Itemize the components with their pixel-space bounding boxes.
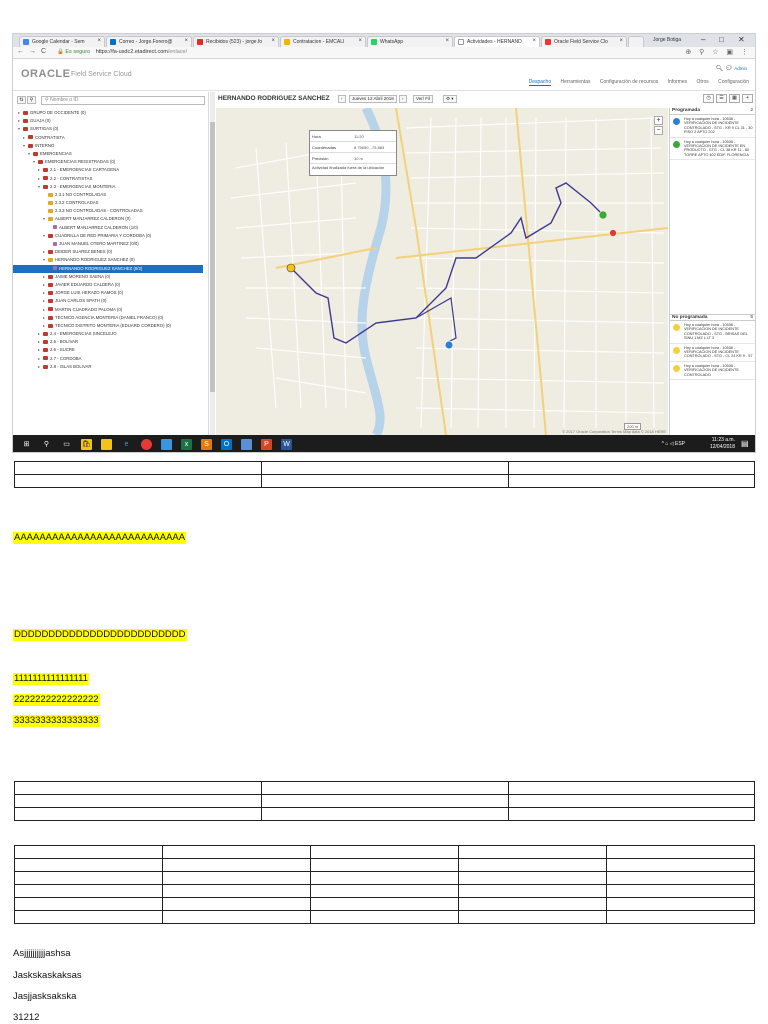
- tree-node[interactable]: [13, 117, 203, 125]
- expand-icon[interactable]: ⇅: [17, 96, 26, 104]
- browser-tab[interactable]: Oracle Field Service Clo ×: [541, 36, 627, 47]
- tree-node[interactable]: [13, 240, 203, 248]
- collapse-icon[interactable]: ▾: [38, 183, 41, 189]
- group-icon: [48, 283, 53, 287]
- expand-icon[interactable]: ▸: [43, 273, 46, 279]
- nav-configuracion[interactable]: Configuración: [718, 79, 749, 85]
- browser-tab[interactable]: WhatsApp ×: [367, 36, 453, 47]
- file-explorer-icon[interactable]: [101, 439, 112, 450]
- highlighted-line-a: AAAAAAAAAAAAAAAAAAAAAAAAAAA: [14, 532, 186, 543]
- activity-status-icon: [673, 365, 680, 372]
- activities-panel: [669, 108, 756, 435]
- tree-node-label: 2.5 - BOLIVAR: [50, 339, 79, 345]
- nav-otros[interactable]: Otros: [696, 79, 709, 85]
- expand-icon[interactable]: ▸: [43, 306, 46, 312]
- word-icon[interactable]: W: [281, 439, 292, 450]
- powerpoint-icon[interactable]: P: [261, 439, 272, 450]
- tree-node[interactable]: [13, 306, 203, 314]
- edge-icon[interactable]: e: [124, 441, 129, 448]
- group-icon: [48, 217, 53, 221]
- page-icon: [458, 39, 464, 45]
- tree-node-label: ALBERT MANJARREZ CALDERON (1/0): [59, 224, 139, 230]
- prev-day-button[interactable]: ‹: [338, 95, 346, 103]
- tree-node-label: GRUPO DE OCCIDENTE (0): [30, 110, 86, 115]
- popup-row: Precisión 10 m: [310, 153, 396, 164]
- skype-icon[interactable]: S: [201, 439, 212, 450]
- tree-node[interactable]: [13, 142, 203, 150]
- tree-node-label: DEIDER SUAREZ BENES (0): [55, 249, 113, 255]
- tree-node-label: TECNICO AGENCIA MONTERIA (DANIEL FRANCO) (0): [55, 314, 164, 320]
- tree-node-label: 2.1 - EMERGENCIAS CARTAGENA: [50, 167, 120, 173]
- map-view[interactable]: [216, 108, 668, 435]
- nav-herramientas[interactable]: Herramientas: [560, 79, 591, 85]
- zoom-out-button[interactable]: −: [654, 126, 663, 135]
- expand-icon[interactable]: ▸: [38, 331, 41, 337]
- group-icon: [43, 332, 48, 336]
- tree-node[interactable]: [13, 207, 203, 215]
- activity-item[interactable]: Hoy a cualquier hora - 10536 - VERIFICACION DE INCIDENTE CONTROLADO - STG - KR 9 CL 31 - 30 PISO 2 APTO 202: [670, 115, 756, 138]
- group-icon: [23, 111, 28, 115]
- back-icon[interactable]: ←: [17, 48, 24, 55]
- expand-icon[interactable]: ▸: [18, 110, 21, 115]
- list-icon[interactable]: ☰: [716, 94, 727, 103]
- tree-node[interactable]: [13, 224, 203, 232]
- url-field[interactable]: 🔒 Es seguro https://fa-usdc2.etadirect.com/enlace/: [57, 49, 188, 55]
- collapse-icon[interactable]: ▾: [43, 232, 46, 238]
- group-icon: [43, 356, 48, 360]
- group-icon: [43, 365, 48, 369]
- document-text-line: 31212: [13, 1012, 40, 1023]
- tree-node[interactable]: [13, 273, 203, 281]
- system-tray[interactable]: ^ ⌂ ◁ ESP: [661, 441, 685, 447]
- group-icon: [48, 193, 53, 197]
- popup-footer: Actividad finalizada fuera de la ubicación: [312, 165, 385, 170]
- close-icon[interactable]: ×: [358, 38, 362, 44]
- filter-icon[interactable]: ⚲: [27, 96, 36, 104]
- collapse-icon[interactable]: ▾: [43, 257, 46, 263]
- tree-node-label: 2.4 - EMERGENCIAS SINCELEJO: [50, 331, 117, 337]
- expand-icon[interactable]: ▸: [43, 249, 46, 255]
- tree-node-label: JUAN MANUEL OTERO MARTINEZ (0/0): [59, 241, 139, 246]
- tree-node[interactable]: [13, 265, 203, 273]
- tree-node-label: GUAJA (0): [30, 118, 51, 124]
- notification-icon[interactable]: ▤: [741, 439, 749, 448]
- tree-node-label: JAIME MORENO SAENA (0): [55, 273, 111, 279]
- search-icon[interactable]: ⚲: [43, 441, 50, 448]
- map-canvas[interactable]: [216, 108, 668, 435]
- tree-node[interactable]: [13, 158, 203, 166]
- forward-icon[interactable]: →: [29, 48, 36, 55]
- activity-status-icon: [673, 347, 680, 354]
- close-icon[interactable]: ×: [532, 38, 536, 44]
- tree-node-label: HERNANDO RODRIGUEZ SANCHEZ (0/2): [59, 265, 143, 271]
- browser-extension-icons[interactable]: ⊕ ⚲ ☆ ▣ ⋮: [685, 49, 751, 56]
- close-icon[interactable]: ×: [445, 38, 449, 44]
- group-icon: [43, 168, 48, 172]
- popup-row: Hora 11:20: [310, 131, 396, 142]
- group-icon: [43, 348, 48, 352]
- folder-icon: [284, 39, 290, 45]
- tree-node-label: ALBERT MANJARREZ CALDERON (0): [55, 216, 131, 222]
- tree-node[interactable]: [13, 109, 203, 117]
- calendar-icon: [23, 39, 29, 45]
- tree-node-label: 2.6 - SUCRE: [50, 347, 75, 353]
- app-header: [13, 59, 755, 91]
- tree-node[interactable]: [13, 150, 203, 158]
- reload-icon[interactable]: C: [41, 48, 47, 55]
- tree-node[interactable]: [13, 297, 203, 305]
- no-programada-header: No programada 5: [670, 314, 756, 321]
- expand-icon[interactable]: ▸: [43, 290, 46, 296]
- view-filter-dropdown[interactable]: Ver/ Fil: [413, 95, 433, 103]
- tree-node[interactable]: [13, 314, 203, 322]
- highlighted-line-2: 2222222222222222: [14, 694, 99, 705]
- chrome-icon[interactable]: [141, 439, 152, 450]
- tree-node[interactable]: [13, 330, 203, 338]
- resource-search-input[interactable]: ⚲ Nombre o ID: [41, 96, 205, 105]
- browser-tab[interactable]: Google Calendar - Sem ×: [19, 36, 105, 47]
- collapse-icon[interactable]: ▾: [18, 126, 21, 132]
- document-text-line: Jasjjasksakska: [13, 991, 77, 1002]
- tree-node-label: JAVIER EDUARDO CALDERA (0): [55, 281, 121, 287]
- tree-node[interactable]: [13, 256, 203, 264]
- tree-node-label: SURTIGAS (0): [30, 126, 59, 132]
- expand-icon[interactable]: ▸: [38, 339, 41, 345]
- tree-node-label: 2.3 - EMERGENCIAS MONTERIA: [50, 183, 116, 189]
- expand-icon[interactable]: ▸: [38, 363, 41, 369]
- group-icon: [43, 185, 48, 189]
- tree-scrollbar[interactable]: [210, 92, 215, 435]
- expand-icon[interactable]: ▸: [43, 314, 46, 320]
- product-name: Field Service Cloud: [71, 71, 132, 78]
- top-nav: [521, 79, 749, 85]
- document-text-line: Jaskskaskaksas: [13, 970, 82, 981]
- admin-menu[interactable]: 🔍︎ 💬︎ Admin: [715, 66, 747, 72]
- tree-node[interactable]: [13, 166, 203, 174]
- browser-tab[interactable]: Correo - Jorge.Forero@ ×: [106, 36, 192, 47]
- tree-node[interactable]: [13, 134, 203, 142]
- maximize-icon[interactable]: □: [719, 35, 724, 44]
- activity-item[interactable]: Hoy a cualquier hora - 10536 - VERIFICACION DE INCIDENTE EN PRODUCTO - STG - CL 38 KR 11 - 80 TORRE APTO 402 EDIF. FLORENCIA: [670, 138, 756, 161]
- tree-node-label: 2.7 - CORDOBA: [50, 355, 82, 361]
- map-scale: 200 m: [624, 423, 641, 430]
- dispatch-toolbar: [216, 92, 756, 107]
- view-switcher: [701, 94, 753, 103]
- close-icon[interactable]: ×: [271, 38, 275, 44]
- collapse-icon[interactable]: ▾: [43, 216, 46, 222]
- tree-node[interactable]: [13, 248, 203, 256]
- close-icon[interactable]: ×: [184, 38, 188, 44]
- tree-node[interactable]: [13, 289, 203, 297]
- tree-node-label: 2.3.2 CONTROLADAS: [55, 200, 99, 206]
- group-icon: [48, 307, 53, 311]
- scroll-thumb[interactable]: [210, 122, 215, 392]
- tree-node-label: TECNICO DISTRITO MONTERIA (EDUARD CORDERO) (0): [55, 322, 171, 328]
- tree-node[interactable]: [13, 199, 203, 207]
- search-icon: ⚲: [45, 97, 51, 103]
- highlighted-line-1: 1111111111111111: [14, 673, 88, 684]
- new-tab-button[interactable]: [628, 36, 644, 47]
- highlighted-line-d: DDDDDDDDDDDDDDDDDDDDDDDDD: [14, 629, 186, 640]
- group-icon: [48, 291, 53, 295]
- expand-icon[interactable]: ▸: [18, 118, 21, 124]
- group-icon: [48, 299, 53, 303]
- outlook-icon: [110, 39, 116, 45]
- browser-tab[interactable]: Contratacion - EMCALI ×: [280, 36, 366, 47]
- document-table-3: [14, 845, 755, 924]
- oracle-icon: [545, 39, 551, 45]
- activity-status-icon: [673, 118, 680, 125]
- app-icon[interactable]: [241, 439, 252, 450]
- tree-node-label: 2.3.3 NO CONTROLADAS - CONTROLADAS: [55, 208, 143, 214]
- browser-tab-bar: [13, 34, 755, 47]
- oracle-logo: ORACLE: [21, 68, 71, 80]
- group-icon: [48, 201, 53, 205]
- expand-icon[interactable]: ▸: [23, 134, 26, 140]
- tree-toolbar: [17, 96, 37, 105]
- collapse-icon[interactable]: ▾: [23, 142, 26, 148]
- tree-node-label: INTERNO: [35, 142, 55, 148]
- group-icon: [28, 144, 33, 148]
- tree-node-label: 2.8 - ISLAS BOLIVAR: [50, 363, 92, 369]
- group-icon: [38, 160, 43, 164]
- map-icon[interactable]: ▦: [729, 94, 740, 103]
- group-icon: [23, 127, 28, 131]
- collapse-icon[interactable]: ▾: [28, 150, 31, 156]
- resource-tree-panel: [13, 92, 209, 435]
- close-icon[interactable]: ×: [619, 38, 623, 44]
- activity-item[interactable]: Hoy a cualquier hora - 10536 - VERIFICACION DE INCIDENTE CONTROLADO: [670, 362, 756, 380]
- windows-start-icon[interactable]: ⊞: [23, 441, 30, 448]
- group-icon: [48, 275, 53, 279]
- tree-node-label: 2.3.1 NO CONTROLADAS: [55, 191, 107, 197]
- close-icon[interactable]: ×: [97, 38, 101, 44]
- group-icon: [33, 152, 38, 156]
- task-view-icon[interactable]: ▭: [63, 441, 70, 448]
- settings-dropdown[interactable]: ⚙ ▾: [443, 95, 457, 103]
- browser-tab-active[interactable]: Actividades - HERNAND ×: [454, 36, 540, 47]
- collapse-icon[interactable]: ▾: [33, 159, 36, 165]
- outlook-icon[interactable]: O: [221, 439, 232, 450]
- document-table-2: [14, 781, 755, 821]
- close-window-icon[interactable]: ✕: [738, 35, 745, 44]
- expand-icon[interactable]: ▸: [43, 281, 46, 287]
- expand-icon[interactable]: ▸: [38, 167, 41, 173]
- tree-node[interactable]: [13, 175, 203, 183]
- nav-informes[interactable]: Informes: [667, 79, 688, 85]
- popup-row: Coordenadas 8.75650, -75.883: [310, 142, 396, 153]
- minimize-icon[interactable]: –: [701, 35, 706, 44]
- group-icon: [43, 176, 48, 180]
- group-icon: [48, 209, 53, 213]
- programada-header: Programada 2: [670, 108, 756, 115]
- zoom-in-button[interactable]: +: [654, 116, 663, 125]
- zoom-controls: [654, 116, 663, 136]
- tree-node-label: JUAN CARLOS SPATH (0): [55, 298, 107, 304]
- group-icon: [48, 250, 53, 254]
- tree-node[interactable]: [13, 322, 203, 330]
- tree-node[interactable]: [13, 191, 203, 199]
- expand-icon[interactable]: ▸: [38, 347, 41, 353]
- search-icon[interactable]: 🔍︎: [715, 66, 724, 72]
- activity-item[interactable]: Hoy a cualquier hora - 10536 - VERIFICACION DE INCIDENTE CONTROLADO - STG - CL 24 KR 9 - 57: [670, 344, 756, 362]
- activity-status-icon: [673, 324, 680, 331]
- tree-node-label: EMERGENCIAS REGISTRADAS (0): [45, 159, 116, 165]
- tree-node[interactable]: [13, 215, 203, 223]
- whatsapp-icon: [371, 39, 377, 45]
- group-icon: [48, 258, 53, 262]
- activity-item[interactable]: Hoy a cualquier hora - 10536 - VERIFICACION DE INCIDENTE CONTROLADO - STG - BRISAS DEL SINU 1 MZ L LT 3: [670, 321, 756, 344]
- location-popup: [309, 130, 397, 176]
- group-icon: [48, 324, 53, 328]
- nav-despacho[interactable]: Despacho: [528, 79, 552, 85]
- browser-user: Jorge Botiga: [653, 37, 682, 43]
- no-programada-section: [670, 314, 756, 380]
- tree-node[interactable]: [13, 346, 203, 354]
- date-picker[interactable]: Jueves 12 Abril 2018: [349, 95, 397, 103]
- gmail-icon: [197, 39, 203, 45]
- clock-icon[interactable]: ◷: [703, 94, 714, 103]
- address-bar: [13, 47, 755, 59]
- group-icon: [28, 135, 33, 139]
- document-table-1: [14, 461, 755, 488]
- tree-node[interactable]: [13, 125, 203, 133]
- tree-node[interactable]: [13, 281, 203, 289]
- nav-config-recursos[interactable]: Configuración de recursos: [599, 79, 659, 85]
- expand-icon[interactable]: ▸: [43, 322, 46, 328]
- tree-node-label: EMERGENCIAS: [40, 150, 72, 156]
- remote-desktop-icon[interactable]: [161, 439, 172, 450]
- tree-node-label: CONTRATISTA: [35, 134, 65, 140]
- tree-node[interactable]: [13, 363, 203, 371]
- expand-icon[interactable]: ▸: [43, 298, 46, 304]
- expand-icon[interactable]: ▸: [38, 175, 41, 181]
- next-day-button[interactable]: ›: [399, 95, 407, 103]
- group-icon: [48, 316, 53, 320]
- tree-node-label: MARTIN CUADRADO PALOMA (0): [55, 306, 123, 312]
- document-text-line: Asjjjjjjjjjjashsa: [13, 948, 71, 959]
- tree-node[interactable]: [13, 355, 203, 363]
- group-icon: [43, 340, 48, 344]
- map-attribution: © 2017 Oracle Corporation Terms Map data © 2018 HERE: [562, 429, 666, 434]
- highlighted-line-3: 3333333333333333: [14, 715, 99, 726]
- taskbar-clock[interactable]: 11:23 a.m. 12/04/2018: [709, 437, 735, 450]
- activity-status-icon: [673, 141, 680, 148]
- tree-node[interactable]: [13, 338, 203, 346]
- tree-node-label: CUADRILLA DE RED PRIMARIA Y CORDOBA (0): [55, 232, 152, 238]
- person-icon: [53, 242, 57, 246]
- group-icon: [23, 119, 28, 123]
- expand-icon[interactable]: ▸: [38, 355, 41, 361]
- browser-tab[interactable]: Recibidos (523) - jorge.fo ×: [193, 36, 279, 47]
- store-icon[interactable]: 🛍︎: [82, 441, 91, 448]
- tree-node-label: JORGE LUIS HERAZO RAMOS (0): [55, 290, 124, 296]
- technician-name: HERNANDO RODRIGUEZ SANCHEZ: [218, 95, 330, 102]
- excel-icon[interactable]: x: [181, 439, 192, 450]
- person-icon: [53, 225, 57, 229]
- chat-icon[interactable]: 💬︎: [724, 66, 733, 72]
- lock-icon: 🔒: [57, 49, 64, 55]
- resource-tree: [13, 109, 203, 431]
- tree-node-label: HERNANDO RODRIGUEZ SANCHEZ (0): [55, 257, 135, 263]
- tree-node-label: 2.2 - CONTRATISTAS: [50, 175, 93, 181]
- tree-node[interactable]: [13, 232, 203, 240]
- group-icon: [48, 234, 53, 238]
- windows-taskbar: [13, 435, 756, 453]
- add-icon[interactable]: +: [742, 94, 753, 103]
- person-icon: [53, 266, 57, 270]
- screenshot-image: [12, 33, 756, 453]
- tree-node[interactable]: [13, 183, 203, 191]
